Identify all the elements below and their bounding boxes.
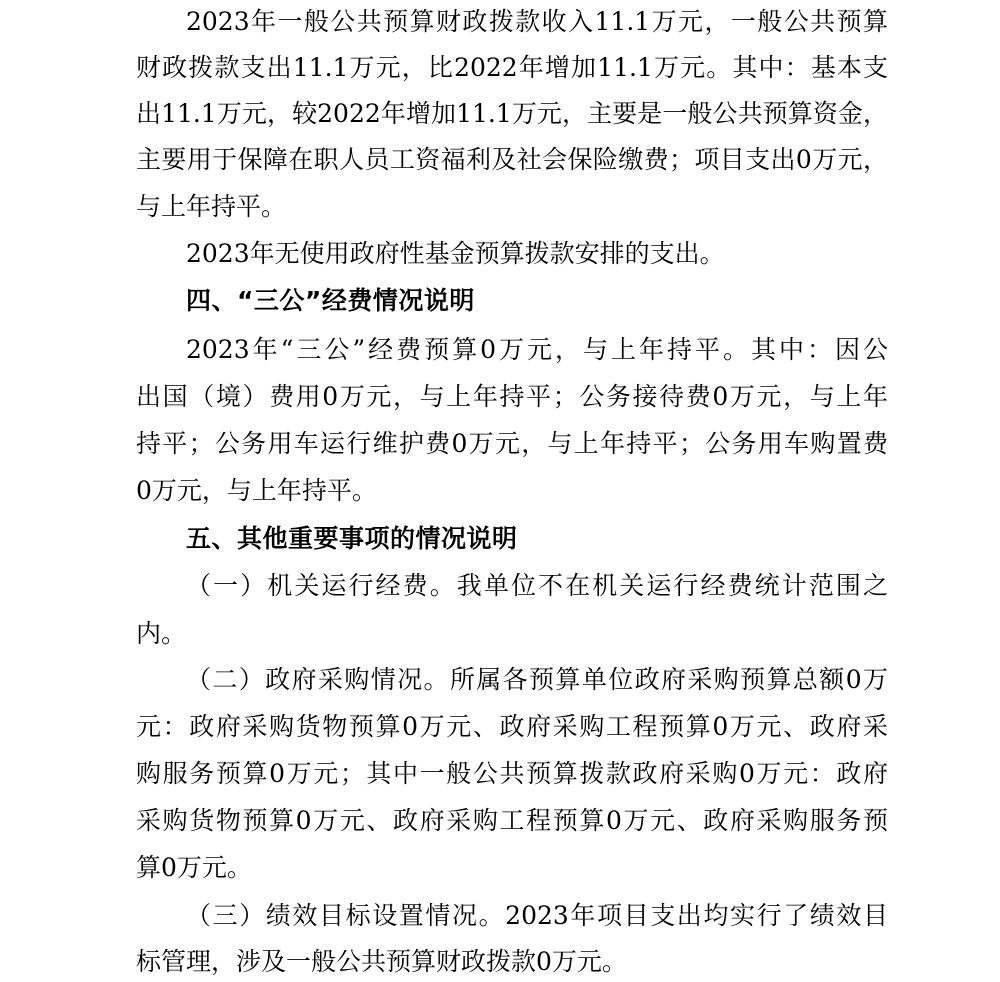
paragraph-line: 内。 xyxy=(136,619,187,648)
paragraph-line: 标管理，涉及一般公共预算财政拨款0万元。 xyxy=(136,947,627,976)
paragraph-line: 持平；公务用车运行维护费0万元，与上年持平；公务用车购置费 xyxy=(136,429,888,458)
paragraph-line: 2023年无使用政府性基金预算拨款安排的支出。 xyxy=(186,239,725,268)
paragraph-line: 出11.1万元，较2022年增加11.1万元，主要是一般公共预算资金， xyxy=(136,99,888,128)
section-heading: 四、“三公”经费情况说明 xyxy=(186,286,475,315)
paragraph-line: 购服务预算0万元；其中一般公共预算拨款政府采购0万元：政府 xyxy=(136,759,888,788)
paragraph-line: 2023年一般公共预算财政拨款收入11.1万元，一般公共预算 xyxy=(186,7,888,36)
paragraph-line: 0万元，与上年持平。 xyxy=(136,476,377,505)
paragraph-line: 采购货物预算0万元、政府采购工程预算0万元、政府采购服务预 xyxy=(136,806,888,835)
paragraph-line: 元：政府采购货物预算0万元、政府采购工程预算0万元、政府采 xyxy=(136,712,888,741)
paragraph-line: 算0万元。 xyxy=(136,853,252,882)
paragraph-line: 与上年持平。 xyxy=(136,192,287,221)
paragraph-line: 出国（境）费用0万元，与上年持平；公务接待费0万元，与上年 xyxy=(136,382,888,411)
paragraph-line: 2023年“三公”经费预算0万元，与上年持平。其中：因公 xyxy=(186,335,888,364)
paragraph-line: （二）政府采购情况。所属各预算单位政府采购预算总额0万 xyxy=(186,665,888,694)
section-heading: 五、其他重要事项的情况说明 xyxy=(186,524,518,553)
paragraph-line: 财政拨款支出11.1万元，比2022年增加11.1万元。其中：基本支 xyxy=(136,53,888,82)
paragraph-line: （一）机关运行经费。我单位不在机关运行经费统计范围之 xyxy=(186,571,888,600)
paragraph-line: （三）绩效目标设置情况。2023年项目支出均实行了绩效目 xyxy=(186,901,888,930)
paragraph-line: 主要用于保障在职人员工资福利及社会保险缴费；项目支出0万元， xyxy=(136,145,888,174)
